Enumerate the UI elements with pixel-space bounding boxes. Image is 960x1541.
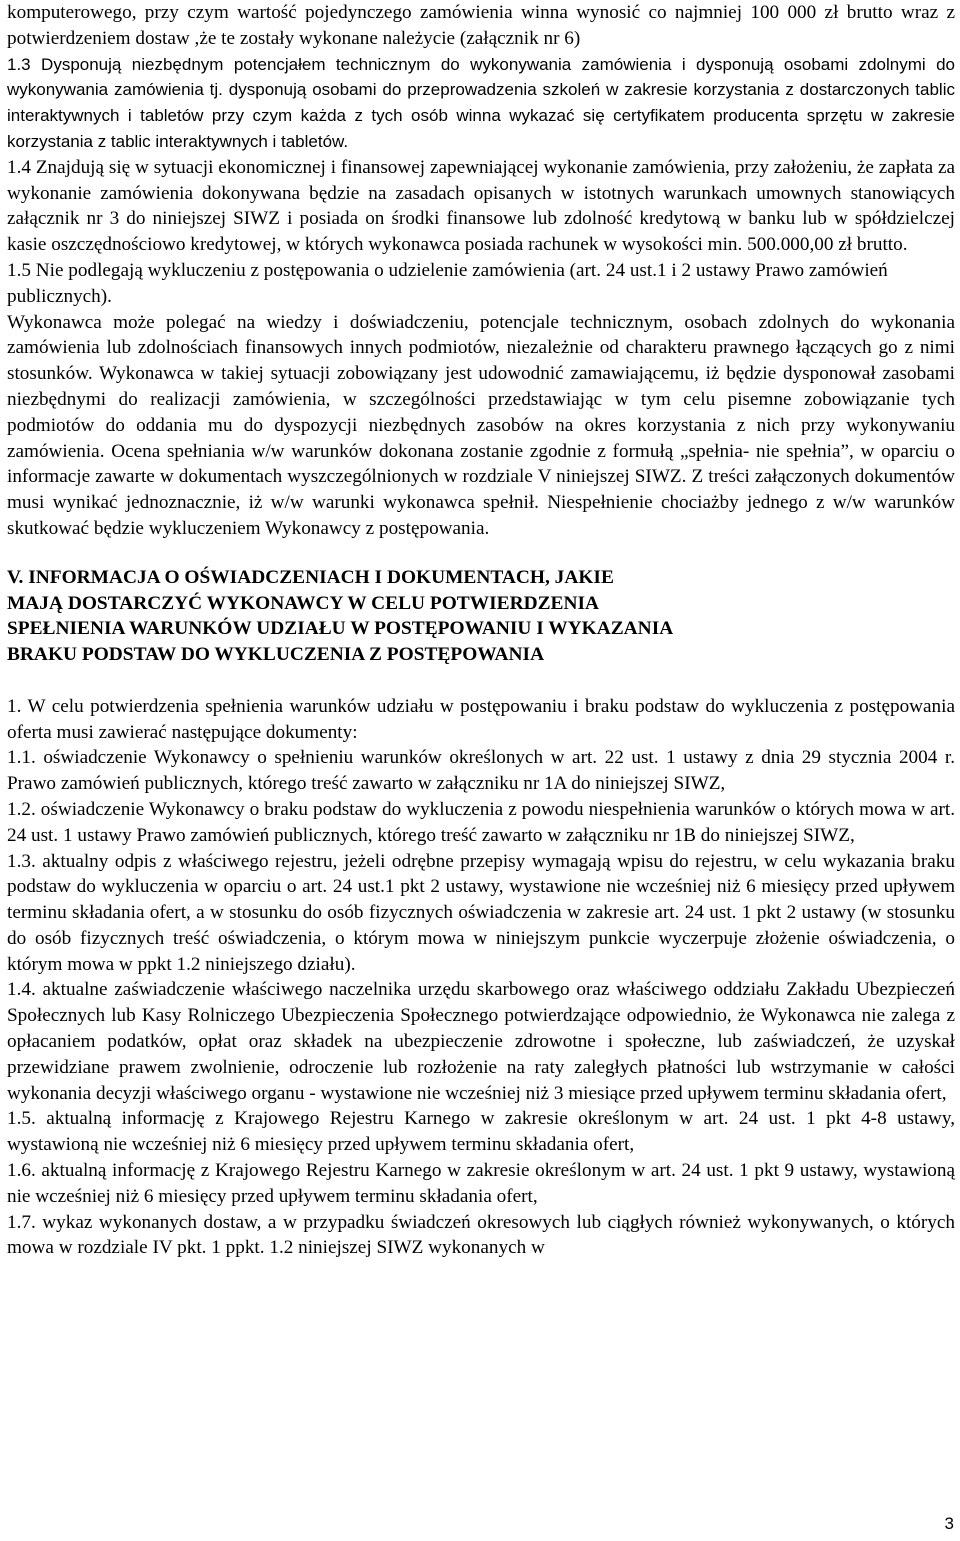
paragraph-condition-1-3: 1.3 Dysponują niezbędnym potencjałem technicznym do wykonywania zamówienia i dysponują osobami zdolnymi do wykonywania zamówienia tj. dysponują osobami do przeprowadzenia szkoleń w zakresie korzystania z dostarczonych tablic interaktywnych i tabletów przy czym każda z tych osób winna wykazać się certyfikatem producenta sprzętu w zakresie korzystania z tablic interaktywnych i tabletów. [7,54,955,151]
list-item-1: 1. W celu potwierdzenia spełnienia warunków udziału w postępowaniu i braku podstaw do wykluczenia z postępowania oferta musi zawierać następujące dokumenty: [7,695,955,743]
paragraph-intro-continuation: komputerowego, przy czym wartość pojedynczego zamówienia winna wynosić co najmniej 100 000 zł brutto wraz z potwierdzeniem dostaw ,że te zostały wykonane należycie (załącznik nr 6) [7,2,955,49]
section-v-heading-line: BRAKU PODSTAW DO WYKLUCZENIA Z POSTĘPOWANIA [7,644,545,666]
list-item-1-3: 1.3. aktualny odpis z właściwego rejestru, jeżeli odrębne przepisy wymagają wpisu do rejestru, w celu wykazania braku podstaw do wykluczenia w oparciu o art. 24 ust.1 pkt 2 ustawy, wystawione nie wcześniej niż 6 miesięcy przed upływem terminu składania ofert, a w stosunku do osób fizycznych oświadczenia w zakresie art. 24 ust. 1 pkt 2 ustawy (w stosunku do osób fizycznych treść oświadczenia, o którym mowa w niniejszym punkcie wyczerpuje złożenie oświadczenia, o którym mowa w ppkt 1.2 niniejszego działu). [7,850,955,975]
list-item-1-6: 1.6. aktualną informację z Krajowego Rejestru Karnego w zakresie określonym w art. 24 ust. 1 pkt 9 ustawy, wystawioną nie wcześniej niż 6 miesięcy przed upływem terminu składania ofert, [7,1160,955,1207]
document-page [7,0,955,1261]
list-item-1-2: 1.2. oświadczenie Wykonawcy o braku podstaw do wykluczenia z powodu niespełnienia warunków o których mowa w art. 24 ust. 1 ustawy Prawo zamówień publicznych, którego treść zawarto w załączniku nr 1B do niniejszej SIWZ, [7,798,955,846]
blank-line [7,668,955,694]
list-item-1-5: 1.5. aktualną informację z Krajowego Rejestru Karnego w zakresie określonym w art. 24 ust. 1 pkt 4-8 ustawy, wystawioną nie wcześniej niż 6 miesięcy przed upływem terminu składania ofert, [7,1108,955,1156]
list-item-1-1: 1.1. oświadczenie Wykonawcy o spełnieniu warunków określonych w art. 22 ust. 1 ustawy z dnia 29 stycznia 2004 r. Prawo zamówień publicznych, którego treść zawarto w załączniku nr 1A do niniejszej SIWZ, [7,747,955,795]
paragraph-reliance-on-others: Wykonawca może polegać na wiedzy i doświadczeniu, potencjale technicznym, osobach zdolnych do wykonania zamówienia lub zdolnościach finansowych innych podmiotów, niezależnie od charakteru prawnego łączących go z nimi stosunków. Wykonawca w takiej sytuacji zobowiązany jest udowodnić zamawiającemu, iż będzie dysponował zasobami niezbędnymi do realizacji zamówienia, w szczególności przedstawiając w tym celu pisemne zobowiązanie tych podmiotów do oddania mu do dyspozycji niezbędnych zasobów na okres korzystania z nich przy wykonywaniu zamówienia. Ocena spełniania w/w warunków dokonana zostanie zgodnie z formułą „spełnia- nie spełnia”, w oparciu o informacje zawarte w dokumentach wyszczególnionych w rozdziale V niniejszej SIWZ. Z treści załączonych dokumentów musi wynikać jednoznacznie, iż w/w warunki wykonawca spełnił. Niespełnienie chociażby jednego z w/w warunków skutkować będzie wykluczeniem Wykonawcy z postępowania. [7,311,955,539]
list-item-1-4: 1.4. aktualne zaświadczenie właściwego naczelnika urzędu skarbowego oraz właściwego oddziału Zakładu Ubezpieczeń Społecznych lub Kasy Rolniczego Ubezpieczenia Społecznego potwierdzające odpowiednio, że Wykonawca nie zalega z opłacaniem podatków, opłat oraz składek na ubezpieczenie zdrowotne i społeczne, lub zaświadczeń, że uzyskał przewidziane prawem zwolnienie, odroczenie lub rozłożenie na raty zaległych płatności lub wstrzymanie w całości wykonania decyzji właściwego organu - wystawione nie wcześniej niż 3 miesiące przed upływem terminu składania ofert, [7,979,955,1104]
section-v-heading-line: V. INFORMACJA O OŚWIADCZENIACH I DOKUMENTACH, JAKIE [7,566,614,588]
paragraph-condition-1-5: 1.5 Nie podlegają wykluczeniu z postępowania o udzielenie zamówienia (art. 24 ust.1 i 2 ustawy Prawo zamówień publicznych). [7,259,888,307]
section-v-heading-line: MAJĄ DOSTARCZYĆ WYKONAWCY W CELU POTWIERDZENIA [7,592,600,614]
page-number: 3 [944,1514,954,1533]
section-v-heading [7,565,955,668]
section-v-heading-line: SPEŁNIENIA WARUNKÓW UDZIAŁU W POSTĘPOWANIU I WYKAZANIA [7,618,674,640]
paragraph-condition-1-4: 1.4 Znajdują się w sytuacji ekonomicznej i finansowej zapewniającej wykonanie zamówienia, przy założeniu, że zapłata za wykonanie zamówienia dokonywana będzie na zasadach opisanych w istotnych warunkach umownych stanowiących załącznik nr 3 do niniejszej SIWZ i posiada on środki finansowe lub zdolność kredytową w banku lub w spółdzielczej kasie oszczędnościowo kredytowej, w których wykonawca posiada rachunek w wysokości min. 500.000,00 zł brutto. [7,156,955,256]
list-item-1-7: 1.7. wykaz wykonanych dostaw, a w przypadku świadczeń okresowych lub ciągłych również wykonywanych, o których mowa w rozdziale IV pkt. 1 ppkt. 1.2 niniejszej SIWZ wykonanych w [7,1211,955,1259]
